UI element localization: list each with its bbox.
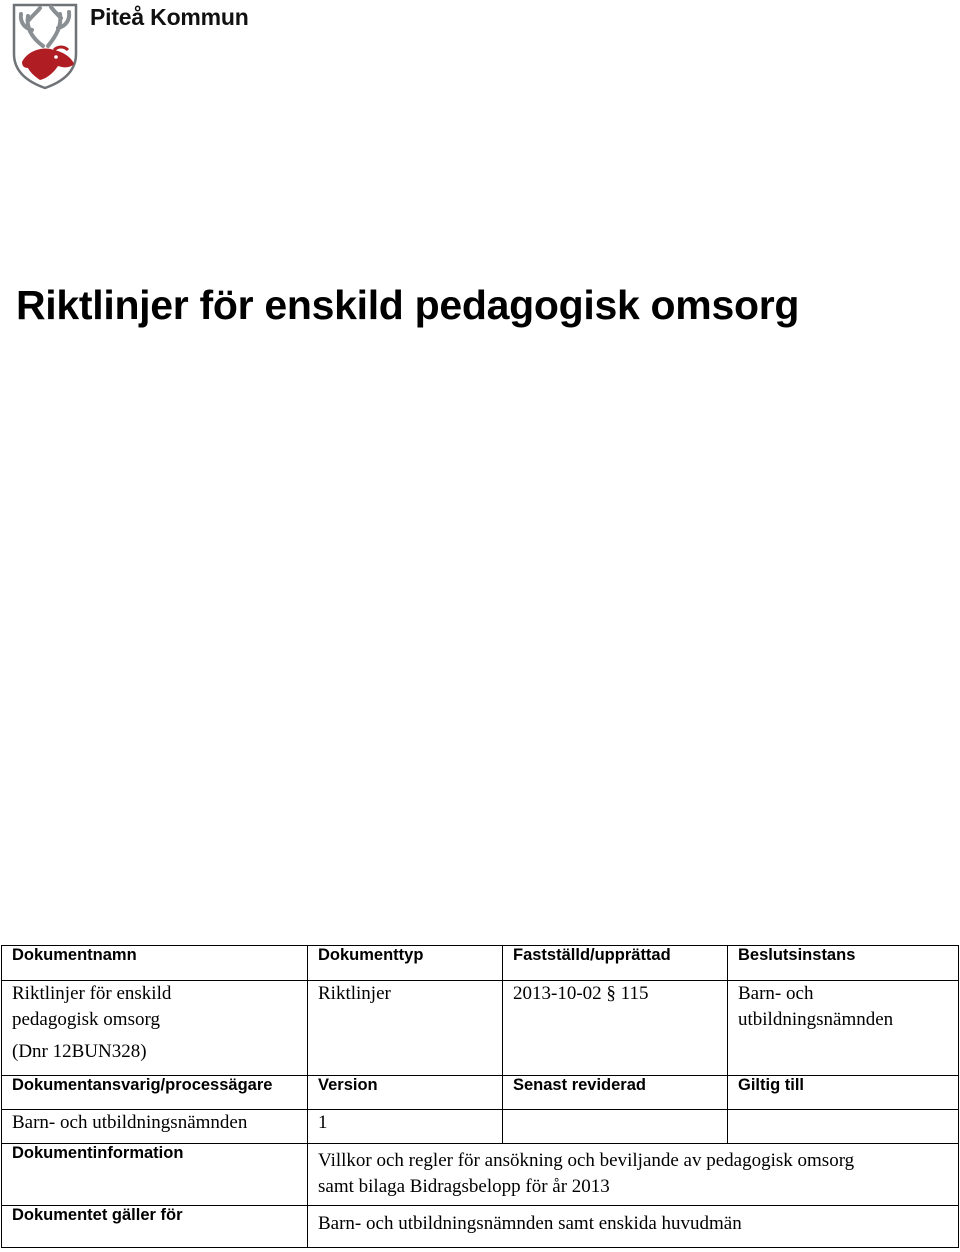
value-dokumentinformation: Villkor och regler för ansökning och beviljande av pedagogisk omsorg samt bilaga Bidragsbelopp för år 2013 — [308, 1144, 959, 1206]
header-beslutsinstans: Beslutsinstans — [728, 946, 959, 981]
document-info-table — [1, 945, 959, 1248]
header-version: Version — [308, 1076, 503, 1110]
cell-ansvarig: Barn- och utbildningsnämnden — [2, 1110, 308, 1144]
dokumentnamn-value: Riktlinjer för enskild pedagogisk omsorg — [12, 983, 172, 1030]
header-dokumentnamn: Dokumentnamn — [2, 946, 308, 981]
header-dokumenttyp: Dokumenttyp — [308, 946, 503, 981]
header-ansvarig: Dokumentansvarig/processägare — [2, 1076, 308, 1110]
cell-giltig — [728, 1110, 959, 1144]
value-galler-for: Barn- och utbildningsnämnden samt enskida huvudmän — [308, 1206, 959, 1248]
table-row — [2, 1110, 959, 1144]
header-giltig: Giltig till — [728, 1076, 959, 1110]
label-dokumentinformation: Dokumentinformation — [2, 1144, 308, 1206]
reindeer-coat-of-arms-icon — [10, 2, 80, 90]
table-row — [2, 1206, 959, 1248]
cell-faststalld: 2013-10-02 § 115 — [503, 981, 728, 1076]
cell-version: 1 — [308, 1110, 503, 1144]
table-row — [2, 1144, 959, 1206]
header-faststalld: Fastställd/upprättad — [503, 946, 728, 981]
header-reviderad: Senast reviderad — [503, 1076, 728, 1110]
dnr-value: (Dnr 12BUN328) — [12, 1041, 147, 1062]
table-row — [2, 981, 959, 1076]
cell-reviderad — [503, 1110, 728, 1144]
table-row — [2, 946, 959, 981]
cell-dokumentnamn — [2, 981, 308, 1076]
table-row — [2, 1076, 959, 1110]
cell-beslutsinstans: Barn- och utbildningsnämnden — [728, 981, 959, 1076]
cell-dokumenttyp: Riktlinjer — [308, 981, 503, 1076]
label-galler-for: Dokumentet gäller för — [2, 1206, 308, 1248]
brand-name: Piteå Kommun — [90, 4, 249, 30]
document-title: Riktlinjer för enskild pedagogisk omsorg — [16, 282, 800, 328]
